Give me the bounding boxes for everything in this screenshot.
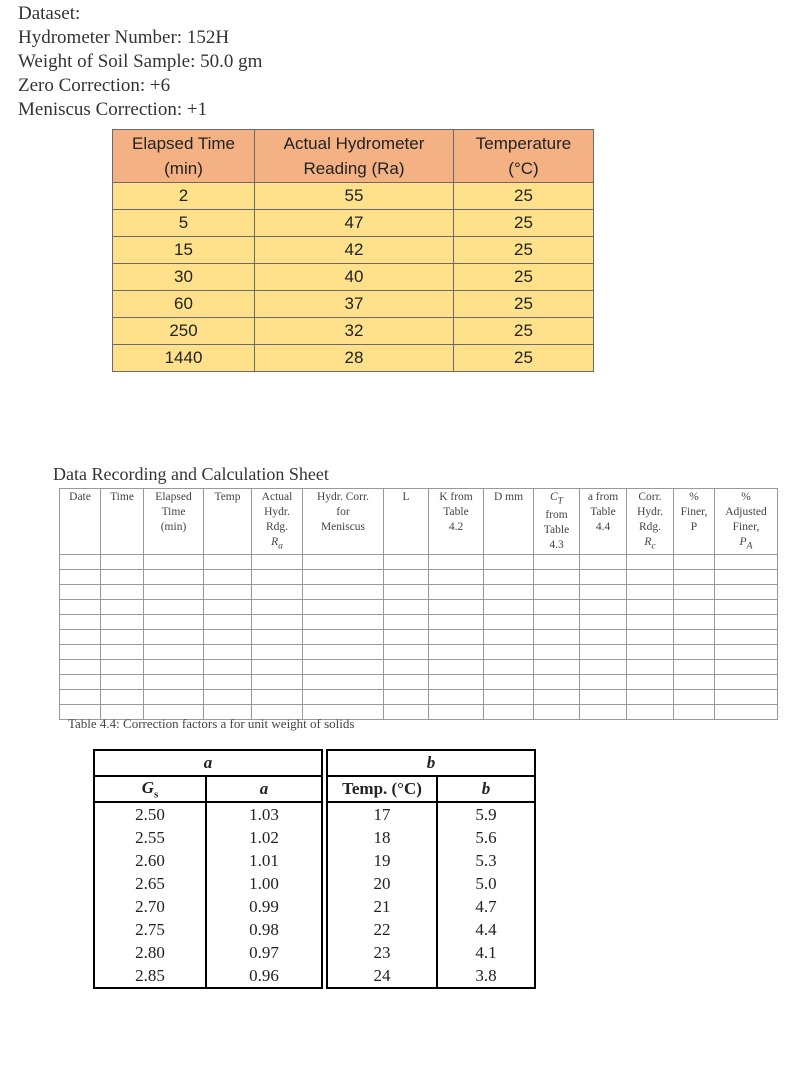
table-cell: 20 [327, 872, 437, 895]
sheet-cell[interactable] [101, 615, 144, 630]
hydrometer-reading-table [112, 129, 594, 372]
sheet-cell[interactable] [627, 615, 674, 630]
table-row [327, 872, 535, 895]
sheet-cell[interactable] [715, 555, 778, 570]
table-cell: 37 [255, 291, 454, 318]
table-cell: 0.96 [206, 964, 322, 988]
sheet-cell[interactable] [627, 705, 674, 720]
sheet-cell[interactable] [101, 600, 144, 615]
table-cell: 2.80 [94, 941, 206, 964]
table-cell: 28 [255, 345, 454, 372]
sheet-column-header: L [384, 489, 429, 555]
sheet-cell[interactable] [429, 570, 484, 585]
sheet-cell[interactable] [303, 555, 384, 570]
sheet-cell[interactable] [429, 630, 484, 645]
sheet-cell[interactable] [627, 600, 674, 615]
table-cell: 55 [255, 183, 454, 210]
sheet-cell[interactable] [384, 705, 429, 720]
dataset-line: Hydrometer Number: 152H [18, 27, 230, 48]
table-row [113, 291, 594, 318]
sheet-cell[interactable] [252, 585, 303, 600]
sheet-column-header: $C_T$ from Table 4.3 [534, 489, 580, 555]
sheet-cell[interactable] [715, 660, 778, 675]
table-cell: 5 [113, 210, 255, 237]
table-cell: 2.70 [94, 895, 206, 918]
sheet-cell[interactable] [627, 630, 674, 645]
table-cell: 25 [454, 183, 594, 210]
sheet-cell[interactable] [384, 660, 429, 675]
sheet-empty-row [60, 660, 778, 675]
correction-factor-tables [93, 749, 536, 989]
sheet-cell[interactable] [580, 660, 627, 675]
table-cell: 4.1 [437, 941, 535, 964]
sheet-cell[interactable] [204, 585, 252, 600]
sheet-cell[interactable] [715, 705, 778, 720]
sheet-empty-row [60, 600, 778, 615]
sheet-cell[interactable] [674, 630, 715, 645]
sheet-cell[interactable] [484, 555, 534, 570]
sheet-cell[interactable] [384, 630, 429, 645]
sheet-cell[interactable] [252, 570, 303, 585]
sheet-cell[interactable] [384, 585, 429, 600]
dataset-heading: Dataset: [18, 3, 81, 24]
sheet-cell[interactable] [252, 615, 303, 630]
sheet-cell[interactable] [715, 690, 778, 705]
sheet-header-row [60, 489, 778, 555]
sheet-column-header: Temp [204, 489, 252, 555]
sheet-cell[interactable] [580, 615, 627, 630]
sheet-cell[interactable] [429, 585, 484, 600]
sheet-cell[interactable] [384, 570, 429, 585]
sheet-empty-row [60, 555, 778, 570]
header-line: Elapsed Time [132, 134, 235, 153]
table-cell: 22 [327, 918, 437, 941]
header-a [206, 776, 322, 802]
sheet-cell[interactable] [534, 675, 580, 690]
sheet-cell[interactable] [484, 645, 534, 660]
table-row [94, 895, 322, 918]
sheet-cell[interactable] [60, 675, 101, 690]
sheet-cell[interactable] [252, 600, 303, 615]
group-a-label: a [94, 750, 322, 776]
table-cell: 42 [255, 237, 454, 264]
sheet-cell[interactable] [101, 660, 144, 675]
sheet-cell[interactable] [144, 660, 204, 675]
sheet-cell[interactable] [204, 675, 252, 690]
sheet-cell[interactable] [303, 570, 384, 585]
sheet-cell[interactable] [674, 690, 715, 705]
table-cell: 25 [454, 345, 594, 372]
table-cell: 24 [327, 964, 437, 988]
sheet-empty-row [60, 690, 778, 705]
sheet-cell[interactable] [674, 615, 715, 630]
table-b-body [327, 802, 535, 988]
sheet-cell[interactable] [534, 705, 580, 720]
table-cell: 19 [327, 849, 437, 872]
header-line: Reading (Ra) [303, 159, 405, 178]
header-b [437, 776, 535, 802]
sheet-cell[interactable] [429, 615, 484, 630]
sheet-cell[interactable] [674, 570, 715, 585]
sheet-column-header: a from Table 4.4 [580, 489, 627, 555]
sheet-cell[interactable] [580, 600, 627, 615]
sheet-cell[interactable] [101, 675, 144, 690]
sheet-cell[interactable] [484, 570, 534, 585]
sheet-empty-row [60, 585, 778, 600]
sheet-cell[interactable] [534, 570, 580, 585]
sheet-cell[interactable] [204, 615, 252, 630]
sheet-cell[interactable] [674, 705, 715, 720]
table-cell: 23 [327, 941, 437, 964]
sheet-cell[interactable] [101, 690, 144, 705]
sheet-cell[interactable] [303, 690, 384, 705]
sheet-column-header: Hydr. Corr. for Meniscus [303, 489, 384, 555]
table-row [94, 826, 322, 849]
sheet-cell[interactable] [715, 615, 778, 630]
table-cell: 2.65 [94, 872, 206, 895]
header-a-text: a [259, 779, 269, 798]
table-row [327, 802, 535, 826]
sheet-cell[interactable] [715, 570, 778, 585]
sheet-cell[interactable] [534, 660, 580, 675]
sheet-cell[interactable] [303, 585, 384, 600]
sheet-cell[interactable] [60, 570, 101, 585]
sheet-cell[interactable] [384, 615, 429, 630]
sheet-cell[interactable] [534, 555, 580, 570]
table-cell: 5.3 [437, 849, 535, 872]
sheet-cell[interactable] [144, 675, 204, 690]
sheet-empty-row [60, 675, 778, 690]
sheet-cell[interactable] [60, 555, 101, 570]
sheet-cell[interactable] [484, 690, 534, 705]
sheet-cell[interactable] [303, 645, 384, 660]
group-b-label: b [327, 750, 535, 776]
table-cell: 1440 [113, 345, 255, 372]
sheet-column-header: Elapsed Time (min) [144, 489, 204, 555]
table-cell: 2.50 [94, 802, 206, 826]
table-cell: 4.4 [437, 918, 535, 941]
sheet-cell[interactable] [429, 600, 484, 615]
sheet-empty-row [60, 570, 778, 585]
sheet-empty-row [60, 630, 778, 645]
table-cell: 21 [327, 895, 437, 918]
table-row [94, 802, 322, 826]
header-gs: $G_s$ [94, 776, 206, 802]
sheet-cell[interactable] [627, 660, 674, 675]
sheet-cell[interactable] [384, 600, 429, 615]
sheet-cell[interactable] [429, 555, 484, 570]
sheet-cell[interactable] [484, 675, 534, 690]
sheet-cell[interactable] [534, 615, 580, 630]
table-cell: 2 [113, 183, 255, 210]
sheet-cell[interactable] [60, 690, 101, 705]
table-a [93, 749, 323, 989]
sheet-cell[interactable] [60, 630, 101, 645]
sheet-column-header: D mm [484, 489, 534, 555]
sheet-cell[interactable] [484, 660, 534, 675]
sheet-cell[interactable] [60, 600, 101, 615]
sheet-cell[interactable] [580, 645, 627, 660]
table-caption: Table 4.4: Correction factors a for unit weight of solids [68, 716, 355, 731]
sheet-empty-row [60, 645, 778, 660]
table-row [113, 318, 594, 345]
table-row [327, 964, 535, 988]
sheet-cell[interactable] [204, 630, 252, 645]
table-cell: 25 [454, 237, 594, 264]
sheet-cell[interactable] [580, 690, 627, 705]
sheet-cell[interactable] [534, 600, 580, 615]
sheet-column-header: Time [101, 489, 144, 555]
table-header-row [113, 130, 594, 183]
sheet-empty-row [60, 615, 778, 630]
sheet-cell[interactable] [144, 645, 204, 660]
table-cell: 32 [255, 318, 454, 345]
sheet-cell[interactable] [580, 705, 627, 720]
table-cell: 3.8 [437, 964, 535, 988]
data-recording-sheet [59, 488, 778, 720]
sheet-column-header: Date [60, 489, 101, 555]
sheet-cell[interactable] [627, 690, 674, 705]
sheet-title: Data Recording and Calculation Sheet [53, 464, 329, 484]
sheet-cell[interactable] [429, 705, 484, 720]
table-row [327, 918, 535, 941]
sheet-cell[interactable] [534, 645, 580, 660]
sheet-cell[interactable] [101, 585, 144, 600]
table-cell: 60 [113, 291, 255, 318]
sheet-cell[interactable] [429, 675, 484, 690]
sheet-cell[interactable] [144, 615, 204, 630]
sheet-cell[interactable] [60, 645, 101, 660]
table-cell: 5.9 [437, 802, 535, 826]
header-actual-reading [255, 130, 454, 183]
sheet-cell[interactable] [60, 585, 101, 600]
table-row [327, 895, 535, 918]
table-row [94, 964, 322, 988]
table-cell: 2.75 [94, 918, 206, 941]
sheet-cell[interactable] [715, 630, 778, 645]
table-cell: 2.55 [94, 826, 206, 849]
sheet-cell[interactable] [715, 675, 778, 690]
table-cell: 25 [454, 291, 594, 318]
table-row [94, 872, 322, 895]
sheet-column-header: % Finer, P [674, 489, 715, 555]
table-cell: 1.03 [206, 802, 322, 826]
sheet-cell[interactable] [484, 585, 534, 600]
sheet-cell[interactable] [144, 600, 204, 615]
header-b-text: b [481, 779, 491, 798]
sheet-cell[interactable] [303, 630, 384, 645]
header-line: (°C) [508, 159, 539, 178]
sheet-cell[interactable] [204, 570, 252, 585]
dataset-line: Meniscus Correction: +1 [18, 99, 208, 120]
sheet-cell[interactable] [252, 690, 303, 705]
table-row [327, 849, 535, 872]
table-cell: 250 [113, 318, 255, 345]
table-row [94, 918, 322, 941]
sheet-cell[interactable] [252, 660, 303, 675]
sheet-cell[interactable] [204, 645, 252, 660]
header-elapsed-time [113, 130, 255, 183]
sheet-cell[interactable] [580, 585, 627, 600]
sheet-cell[interactable] [429, 690, 484, 705]
sheet-cell[interactable] [580, 570, 627, 585]
sheet-cell[interactable] [101, 630, 144, 645]
table-b [326, 749, 536, 989]
table-cell: 5.6 [437, 826, 535, 849]
sheet-cell[interactable] [144, 585, 204, 600]
sheet-column-header: Actual Hydr. Rdg. $R_a$ [252, 489, 303, 555]
sheet-cell[interactable] [144, 690, 204, 705]
table-cell: 2.60 [94, 849, 206, 872]
dataset-line: Zero Correction: +6 [18, 75, 171, 96]
table-cell: 40 [255, 264, 454, 291]
table-cell: 0.98 [206, 918, 322, 941]
sheet-cell[interactable] [715, 600, 778, 615]
sheet-cell[interactable] [144, 555, 204, 570]
sheet-cell[interactable] [674, 675, 715, 690]
table-row [327, 826, 535, 849]
table-cell: 2.85 [94, 964, 206, 988]
table-row [113, 345, 594, 372]
sheet-column-header: K from Table 4.2 [429, 489, 484, 555]
table-cell: 1.02 [206, 826, 322, 849]
sheet-cell[interactable] [101, 570, 144, 585]
table-cell: 0.99 [206, 895, 322, 918]
sheet-cell[interactable] [484, 600, 534, 615]
sheet-cell[interactable] [204, 555, 252, 570]
sheet-cell[interactable] [204, 690, 252, 705]
table-row [94, 849, 322, 872]
sheet-cell[interactable] [303, 600, 384, 615]
table-cell: 25 [454, 210, 594, 237]
table-cell: 18 [327, 826, 437, 849]
sheet-cell[interactable] [429, 645, 484, 660]
table-row [327, 941, 535, 964]
table-cell: 47 [255, 210, 454, 237]
table-cell: 30 [113, 264, 255, 291]
sheet-cell[interactable] [627, 645, 674, 660]
sheet-cell[interactable] [429, 660, 484, 675]
table-cell: 4.7 [437, 895, 535, 918]
sheet-cell[interactable] [204, 600, 252, 615]
sheet-cell[interactable] [252, 675, 303, 690]
sheet-cell[interactable] [101, 645, 144, 660]
sheet-cell[interactable] [580, 555, 627, 570]
sheet-cell[interactable] [627, 675, 674, 690]
table-cell: 15 [113, 237, 255, 264]
sheet-cell[interactable] [484, 630, 534, 645]
sheet-cell[interactable] [384, 675, 429, 690]
table-cell: 5.0 [437, 872, 535, 895]
table-cell: 25 [454, 318, 594, 345]
sheet-cell[interactable] [252, 630, 303, 645]
sheet-cell[interactable] [303, 675, 384, 690]
table-cell: 1.00 [206, 872, 322, 895]
sheet-cell[interactable] [627, 585, 674, 600]
sheet-cell[interactable] [715, 585, 778, 600]
sheet-cell[interactable] [303, 660, 384, 675]
reading-table-body [113, 183, 594, 372]
table-cell: 0.97 [206, 941, 322, 964]
sheet-cell[interactable] [484, 615, 534, 630]
dataset-block [18, 2, 262, 122]
table-row [113, 210, 594, 237]
table-cell: 1.01 [206, 849, 322, 872]
sheet-cell[interactable] [252, 645, 303, 660]
sheet-cell[interactable] [674, 585, 715, 600]
table-cell: 25 [454, 264, 594, 291]
table-row [113, 183, 594, 210]
sheet-cell[interactable] [384, 555, 429, 570]
sheet-cell[interactable] [627, 555, 674, 570]
sheet-cell[interactable] [534, 585, 580, 600]
header-line: Actual Hydrometer [283, 134, 425, 153]
sheet-cell[interactable] [715, 645, 778, 660]
sheet-cell[interactable] [303, 615, 384, 630]
sheet-cell[interactable] [674, 555, 715, 570]
sheet-cell[interactable] [384, 690, 429, 705]
sheet-cell[interactable] [60, 660, 101, 675]
header-temperature [454, 130, 594, 183]
dataset-line: Weight of Soil Sample: 50.0 gm [18, 51, 263, 72]
sheet-body [60, 555, 778, 720]
sheet-cell[interactable] [674, 660, 715, 675]
sheet-cell[interactable] [627, 570, 674, 585]
sheet-cell[interactable] [252, 555, 303, 570]
sheet-column-header: Corr. Hydr. Rdg. $R_c$ [627, 489, 674, 555]
sheet-cell[interactable] [580, 675, 627, 690]
header-line: (min) [164, 159, 203, 178]
sheet-cell[interactable] [580, 630, 627, 645]
table-cell: 17 [327, 802, 437, 826]
sheet-cell[interactable] [534, 690, 580, 705]
sheet-cell[interactable] [674, 645, 715, 660]
table-row [94, 941, 322, 964]
sheet-cell[interactable] [101, 555, 144, 570]
sheet-cell[interactable] [534, 630, 580, 645]
header-line: Temperature [475, 134, 572, 153]
sheet-column-header: % Adjusted Finer, $P_A$ [715, 489, 778, 555]
sheet-cell[interactable] [674, 600, 715, 615]
sheet-cell[interactable] [60, 615, 101, 630]
table-row [113, 237, 594, 264]
sheet-cell[interactable] [144, 630, 204, 645]
table-row [113, 264, 594, 291]
sheet-cell[interactable] [384, 645, 429, 660]
sheet-cell[interactable] [144, 570, 204, 585]
sheet-cell[interactable] [484, 705, 534, 720]
header-temp: Temp. (°C) [327, 776, 437, 802]
table-a-body [94, 802, 322, 988]
sheet-cell[interactable] [204, 660, 252, 675]
